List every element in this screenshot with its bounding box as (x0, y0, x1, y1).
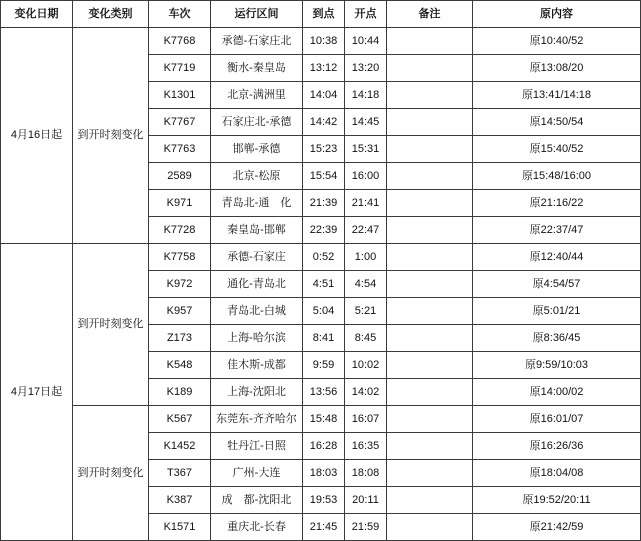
original-content-cell: 原22:37/47 (473, 217, 641, 244)
arrival-time-cell: 16:28 (303, 433, 345, 460)
arrival-time-cell: 14:04 (303, 82, 345, 109)
route-cell: 石家庄北-承德 (211, 109, 303, 136)
departure-time-cell: 15:31 (345, 136, 387, 163)
arrival-time-cell: 4:51 (303, 271, 345, 298)
departure-time-cell: 10:02 (345, 352, 387, 379)
route-cell: 上海-哈尔滨 (211, 325, 303, 352)
remark-cell (387, 55, 473, 82)
departure-time-cell: 16:07 (345, 406, 387, 433)
departure-time-cell: 16:00 (345, 163, 387, 190)
header-change-type: 变化类别 (73, 1, 149, 28)
route-cell: 邯郸-承德 (211, 136, 303, 163)
header-departure: 开点 (345, 1, 387, 28)
remark-cell (387, 28, 473, 55)
departure-time-cell: 22:47 (345, 217, 387, 244)
route-cell: 衡水-秦皇岛 (211, 55, 303, 82)
train-number-cell: Z173 (149, 325, 211, 352)
original-content-cell: 原14:50/54 (473, 109, 641, 136)
train-number-cell: T367 (149, 460, 211, 487)
route-cell: 牡丹江-日照 (211, 433, 303, 460)
train-number-cell: K7763 (149, 136, 211, 163)
arrival-time-cell: 21:45 (303, 514, 345, 541)
arrival-time-cell: 10:38 (303, 28, 345, 55)
table-body (1, 28, 641, 541)
arrival-time-cell: 15:48 (303, 406, 345, 433)
train-number-cell: K7728 (149, 217, 211, 244)
original-content-cell: 原4:54/57 (473, 271, 641, 298)
departure-time-cell: 13:20 (345, 55, 387, 82)
route-cell: 秦皇岛-邯郸 (211, 217, 303, 244)
original-content-cell: 原21:16/22 (473, 190, 641, 217)
train-number-cell: K7719 (149, 55, 211, 82)
departure-time-cell: 1:00 (345, 244, 387, 271)
train-number-cell: K1571 (149, 514, 211, 541)
original-content-cell: 原8:36/45 (473, 325, 641, 352)
departure-time-cell: 20:11 (345, 487, 387, 514)
departure-time-cell: 14:02 (345, 379, 387, 406)
route-cell: 青岛北-通 化 (211, 190, 303, 217)
table-row (1, 244, 641, 271)
route-cell: 佳木斯-成都 (211, 352, 303, 379)
route-cell: 通化-青岛北 (211, 271, 303, 298)
train-number-cell: 2589 (149, 163, 211, 190)
remark-cell (387, 244, 473, 271)
remark-cell (387, 82, 473, 109)
train-number-cell: K1301 (149, 82, 211, 109)
arrival-time-cell: 21:39 (303, 190, 345, 217)
original-content-cell: 原16:26/36 (473, 433, 641, 460)
route-cell: 成 都-沈阳北 (211, 487, 303, 514)
route-cell: 东莞东-齐齐哈尔 (211, 406, 303, 433)
route-cell: 承德-石家庄北 (211, 28, 303, 55)
change-type-cell: 到开时刻变化 (73, 28, 149, 244)
change-date-cell: 4月17日起 (1, 244, 73, 541)
change-type-cell: 到开时刻变化 (73, 406, 149, 541)
original-content-cell: 原18:04/08 (473, 460, 641, 487)
original-content-cell: 原10:40/52 (473, 28, 641, 55)
train-number-cell: K387 (149, 487, 211, 514)
original-content-cell: 原12:40/44 (473, 244, 641, 271)
departure-time-cell: 21:41 (345, 190, 387, 217)
arrival-time-cell: 15:23 (303, 136, 345, 163)
original-content-cell: 原14:00/02 (473, 379, 641, 406)
change-date-cell: 4月16日起 (1, 28, 73, 244)
arrival-time-cell: 13:56 (303, 379, 345, 406)
train-number-cell: K189 (149, 379, 211, 406)
original-content-cell: 原9:59/10:03 (473, 352, 641, 379)
header-row (1, 1, 641, 28)
header-change-date: 变化日期 (1, 1, 73, 28)
header-train-number: 车次 (149, 1, 211, 28)
departure-time-cell: 18:08 (345, 460, 387, 487)
arrival-time-cell: 19:53 (303, 487, 345, 514)
route-cell: 上海-沈阳北 (211, 379, 303, 406)
train-number-cell: K548 (149, 352, 211, 379)
original-content-cell: 原15:48/16:00 (473, 163, 641, 190)
arrival-time-cell: 9:59 (303, 352, 345, 379)
route-cell: 广州-大连 (211, 460, 303, 487)
remark-cell (387, 109, 473, 136)
remark-cell (387, 406, 473, 433)
route-cell: 北京-松原 (211, 163, 303, 190)
route-cell: 重庆北-长春 (211, 514, 303, 541)
remark-cell (387, 190, 473, 217)
header-original: 原内容 (473, 1, 641, 28)
departure-time-cell: 5:21 (345, 298, 387, 325)
header-arrival: 到点 (303, 1, 345, 28)
train-number-cell: K957 (149, 298, 211, 325)
remark-cell (387, 487, 473, 514)
train-number-cell: K1452 (149, 433, 211, 460)
table-row (1, 406, 641, 433)
remark-cell (387, 352, 473, 379)
train-number-cell: K7767 (149, 109, 211, 136)
departure-time-cell: 10:44 (345, 28, 387, 55)
train-number-cell: K7758 (149, 244, 211, 271)
arrival-time-cell: 18:03 (303, 460, 345, 487)
table-row (1, 28, 641, 55)
original-content-cell: 原16:01/07 (473, 406, 641, 433)
remark-cell (387, 460, 473, 487)
remark-cell (387, 271, 473, 298)
arrival-time-cell: 13:12 (303, 55, 345, 82)
departure-time-cell: 16:35 (345, 433, 387, 460)
arrival-time-cell: 15:54 (303, 163, 345, 190)
remark-cell (387, 217, 473, 244)
route-cell: 北京-满洲里 (211, 82, 303, 109)
remark-cell (387, 325, 473, 352)
original-content-cell: 原15:40/52 (473, 136, 641, 163)
arrival-time-cell: 14:42 (303, 109, 345, 136)
arrival-time-cell: 0:52 (303, 244, 345, 271)
arrival-time-cell: 5:04 (303, 298, 345, 325)
original-content-cell: 原21:42/59 (473, 514, 641, 541)
arrival-time-cell: 22:39 (303, 217, 345, 244)
remark-cell (387, 514, 473, 541)
remark-cell (387, 379, 473, 406)
table-header (1, 1, 641, 28)
train-number-cell: K971 (149, 190, 211, 217)
train-number-cell: K972 (149, 271, 211, 298)
remark-cell (387, 433, 473, 460)
header-route: 运行区间 (211, 1, 303, 28)
remark-cell (387, 136, 473, 163)
change-type-cell: 到开时刻变化 (73, 244, 149, 406)
arrival-time-cell: 8:41 (303, 325, 345, 352)
original-content-cell: 原19:52/20:11 (473, 487, 641, 514)
header-remark: 备注 (387, 1, 473, 28)
train-number-cell: K567 (149, 406, 211, 433)
remark-cell (387, 298, 473, 325)
departure-time-cell: 8:45 (345, 325, 387, 352)
departure-time-cell: 21:59 (345, 514, 387, 541)
departure-time-cell: 14:18 (345, 82, 387, 109)
route-cell: 承德-石家庄 (211, 244, 303, 271)
original-content-cell: 原5:01/21 (473, 298, 641, 325)
train-number-cell: K7768 (149, 28, 211, 55)
original-content-cell: 原13:41/14:18 (473, 82, 641, 109)
original-content-cell: 原13:08/20 (473, 55, 641, 82)
remark-cell (387, 163, 473, 190)
departure-time-cell: 14:45 (345, 109, 387, 136)
route-cell: 青岛北-白城 (211, 298, 303, 325)
departure-time-cell: 4:54 (345, 271, 387, 298)
